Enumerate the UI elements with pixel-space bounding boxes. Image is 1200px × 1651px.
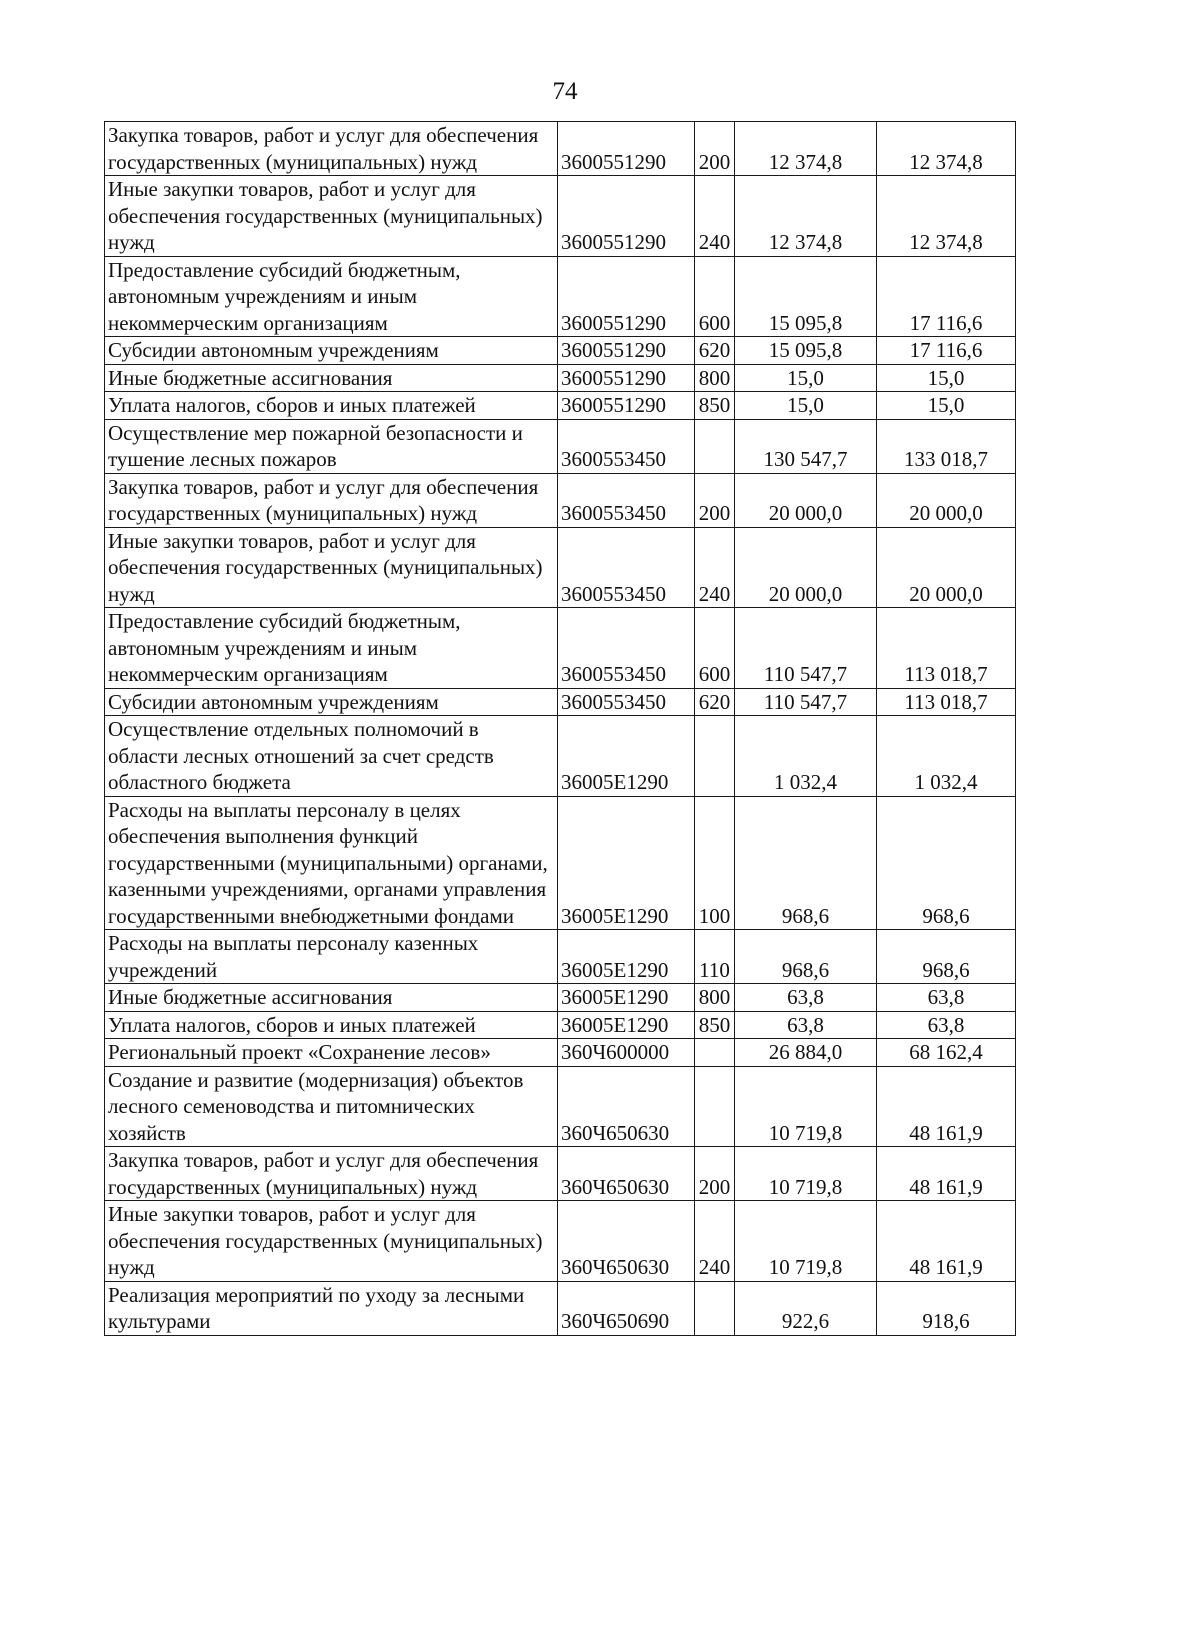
table-row [105, 122, 1016, 176]
table-row [105, 1039, 1016, 1067]
target-code-cell: 360Ч600000 [558, 1039, 695, 1067]
table-row [105, 930, 1016, 984]
amount-year-2-cell: 113 018,7 [877, 688, 1016, 716]
target-code-cell: 3600551290 [558, 256, 695, 337]
table-row [105, 256, 1016, 337]
amount-year-2-cell: 918,6 [877, 1281, 1016, 1335]
expense-type-cell: 620 [695, 337, 735, 365]
amount-year-2-cell: 68 162,4 [877, 1039, 1016, 1067]
amount-year-1-cell: 12 374,8 [735, 122, 877, 176]
table-row [105, 688, 1016, 716]
table-row [105, 716, 1016, 797]
amount-year-1-cell: 10 719,8 [735, 1066, 877, 1147]
expense-type-cell: 240 [695, 176, 735, 257]
amount-year-2-cell: 63,8 [877, 984, 1016, 1012]
table-row [105, 608, 1016, 689]
amount-year-2-cell: 12 374,8 [877, 176, 1016, 257]
expense-name-cell: Уплата налогов, сборов и иных платежей [105, 1011, 558, 1039]
table-row [105, 984, 1016, 1012]
amount-year-1-cell: 63,8 [735, 1011, 877, 1039]
amount-year-2-cell: 20 000,0 [877, 473, 1016, 527]
table-row [105, 337, 1016, 365]
expense-type-cell [695, 1039, 735, 1067]
budget-table [104, 121, 1016, 1336]
target-code-cell: 3600551290 [558, 364, 695, 392]
expense-type-cell [695, 1066, 735, 1147]
expense-type-cell: 800 [695, 364, 735, 392]
target-code-cell: 3600553450 [558, 608, 695, 689]
expense-type-cell [695, 419, 735, 473]
table-row [105, 1066, 1016, 1147]
expense-type-cell: 620 [695, 688, 735, 716]
expense-name-cell: Расходы на выплаты персоналу казенных учреждений [105, 930, 558, 984]
target-code-cell: 3600553450 [558, 473, 695, 527]
table-row [105, 364, 1016, 392]
amount-year-2-cell: 48 161,9 [877, 1066, 1016, 1147]
expense-name-cell: Иные бюджетные ассигнования [105, 364, 558, 392]
budget-table-body [105, 122, 1016, 1336]
amount-year-1-cell: 10 719,8 [735, 1147, 877, 1201]
table-row [105, 796, 1016, 930]
target-code-cell: 360Ч650630 [558, 1066, 695, 1147]
expense-name-cell: Реализация мероприятий по уходу за лесными культурами [105, 1281, 558, 1335]
amount-year-1-cell: 20 000,0 [735, 473, 877, 527]
amount-year-2-cell: 48 161,9 [877, 1147, 1016, 1201]
expense-type-cell: 600 [695, 608, 735, 689]
expense-type-cell [695, 716, 735, 797]
amount-year-2-cell: 15,0 [877, 392, 1016, 420]
table-row [105, 1011, 1016, 1039]
expense-name-cell: Субсидии автономным учреждениям [105, 688, 558, 716]
target-code-cell: 3600551290 [558, 392, 695, 420]
amount-year-2-cell: 12 374,8 [877, 122, 1016, 176]
target-code-cell: 36005Е1290 [558, 930, 695, 984]
expense-type-cell: 200 [695, 1147, 735, 1201]
amount-year-2-cell: 15,0 [877, 364, 1016, 392]
amount-year-1-cell: 63,8 [735, 984, 877, 1012]
amount-year-1-cell: 15 095,8 [735, 256, 877, 337]
amount-year-2-cell: 20 000,0 [877, 527, 1016, 608]
amount-year-2-cell: 113 018,7 [877, 608, 1016, 689]
amount-year-1-cell: 130 547,7 [735, 419, 877, 473]
expense-type-cell: 100 [695, 796, 735, 930]
expense-type-cell: 800 [695, 984, 735, 1012]
amount-year-1-cell: 12 374,8 [735, 176, 877, 257]
amount-year-1-cell: 110 547,7 [735, 688, 877, 716]
amount-year-2-cell: 968,6 [877, 796, 1016, 930]
amount-year-1-cell: 15,0 [735, 392, 877, 420]
expense-type-cell: 600 [695, 256, 735, 337]
expense-type-cell: 200 [695, 473, 735, 527]
amount-year-2-cell: 63,8 [877, 1011, 1016, 1039]
expense-name-cell: Предоставление субсидий бюджетным, автономным учреждениям и иным некоммерческим организациям [105, 256, 558, 337]
table-row [105, 1281, 1016, 1335]
expense-name-cell: Закупка товаров, работ и услуг для обеспечения государственных (муниципальных) нужд [105, 122, 558, 176]
table-row [105, 1147, 1016, 1201]
table-row [105, 176, 1016, 257]
target-code-cell: 36005Е1290 [558, 984, 695, 1012]
amount-year-1-cell: 1 032,4 [735, 716, 877, 797]
amount-year-1-cell: 20 000,0 [735, 527, 877, 608]
expense-name-cell: Иные закупки товаров, работ и услуг для обеспечения государственных (муниципальных) нужд [105, 176, 558, 257]
target-code-cell: 36005Е1290 [558, 1011, 695, 1039]
target-code-cell: 36005Е1290 [558, 796, 695, 930]
amount-year-1-cell: 922,6 [735, 1281, 877, 1335]
expense-type-cell: 110 [695, 930, 735, 984]
page-number: 74 [552, 78, 578, 105]
expense-name-cell: Осуществление мер пожарной безопасности и тушение лесных пожаров [105, 419, 558, 473]
amount-year-1-cell: 15 095,8 [735, 337, 877, 365]
target-code-cell: 3600553450 [558, 688, 695, 716]
table-row [105, 392, 1016, 420]
amount-year-1-cell: 110 547,7 [735, 608, 877, 689]
expense-type-cell: 200 [695, 122, 735, 176]
amount-year-1-cell: 15,0 [735, 364, 877, 392]
amount-year-1-cell: 968,6 [735, 930, 877, 984]
expense-name-cell: Создание и развитие (модернизация) объектов лесного семеноводства и питомнических хозяйств [105, 1066, 558, 1147]
amount-year-2-cell: 48 161,9 [877, 1201, 1016, 1282]
expense-name-cell: Иные бюджетные ассигнования [105, 984, 558, 1012]
expense-name-cell: Расходы на выплаты персоналу в целях обеспечения выполнения функций государственными (муниципальными) органами, казенными учреждениями, органами управления государственными внебюджетными фондами [105, 796, 558, 930]
target-code-cell: 3600553450 [558, 419, 695, 473]
target-code-cell: 36005Е1290 [558, 716, 695, 797]
amount-year-2-cell: 1 032,4 [877, 716, 1016, 797]
table-row [105, 1201, 1016, 1282]
amount-year-1-cell: 26 884,0 [735, 1039, 877, 1067]
table-row [105, 473, 1016, 527]
expense-name-cell: Закупка товаров, работ и услуг для обеспечения государственных (муниципальных) нужд [105, 473, 558, 527]
table-row [105, 527, 1016, 608]
target-code-cell: 360Ч650630 [558, 1201, 695, 1282]
table-row [105, 419, 1016, 473]
expense-type-cell: 240 [695, 1201, 735, 1282]
expense-name-cell: Субсидии автономным учреждениям [105, 337, 558, 365]
amount-year-1-cell: 10 719,8 [735, 1201, 877, 1282]
target-code-cell: 360Ч650630 [558, 1147, 695, 1201]
expense-name-cell: Уплата налогов, сборов и иных платежей [105, 392, 558, 420]
expense-name-cell: Предоставление субсидий бюджетным, автономным учреждениям и иным некоммерческим организациям [105, 608, 558, 689]
expense-name-cell: Осуществление отдельных полномочий в области лесных отношений за счет средств областного бюджета [105, 716, 558, 797]
amount-year-2-cell: 968,6 [877, 930, 1016, 984]
target-code-cell: 3600551290 [558, 337, 695, 365]
expense-type-cell: 240 [695, 527, 735, 608]
expense-name-cell: Иные закупки товаров, работ и услуг для обеспечения государственных (муниципальных) нужд [105, 527, 558, 608]
amount-year-1-cell: 968,6 [735, 796, 877, 930]
expense-type-cell: 850 [695, 1011, 735, 1039]
expense-name-cell: Закупка товаров, работ и услуг для обеспечения государственных (муниципальных) нужд [105, 1147, 558, 1201]
expense-name-cell: Иные закупки товаров, работ и услуг для обеспечения государственных (муниципальных) нужд [105, 1201, 558, 1282]
target-code-cell: 3600553450 [558, 527, 695, 608]
amount-year-2-cell: 17 116,6 [877, 256, 1016, 337]
expense-name-cell: Региональный проект «Сохранение лесов» [105, 1039, 558, 1067]
target-code-cell: 3600551290 [558, 122, 695, 176]
expense-type-cell [695, 1281, 735, 1335]
expense-type-cell: 850 [695, 392, 735, 420]
amount-year-2-cell: 17 116,6 [877, 337, 1016, 365]
target-code-cell: 360Ч650690 [558, 1281, 695, 1335]
target-code-cell: 3600551290 [558, 176, 695, 257]
amount-year-2-cell: 133 018,7 [877, 419, 1016, 473]
